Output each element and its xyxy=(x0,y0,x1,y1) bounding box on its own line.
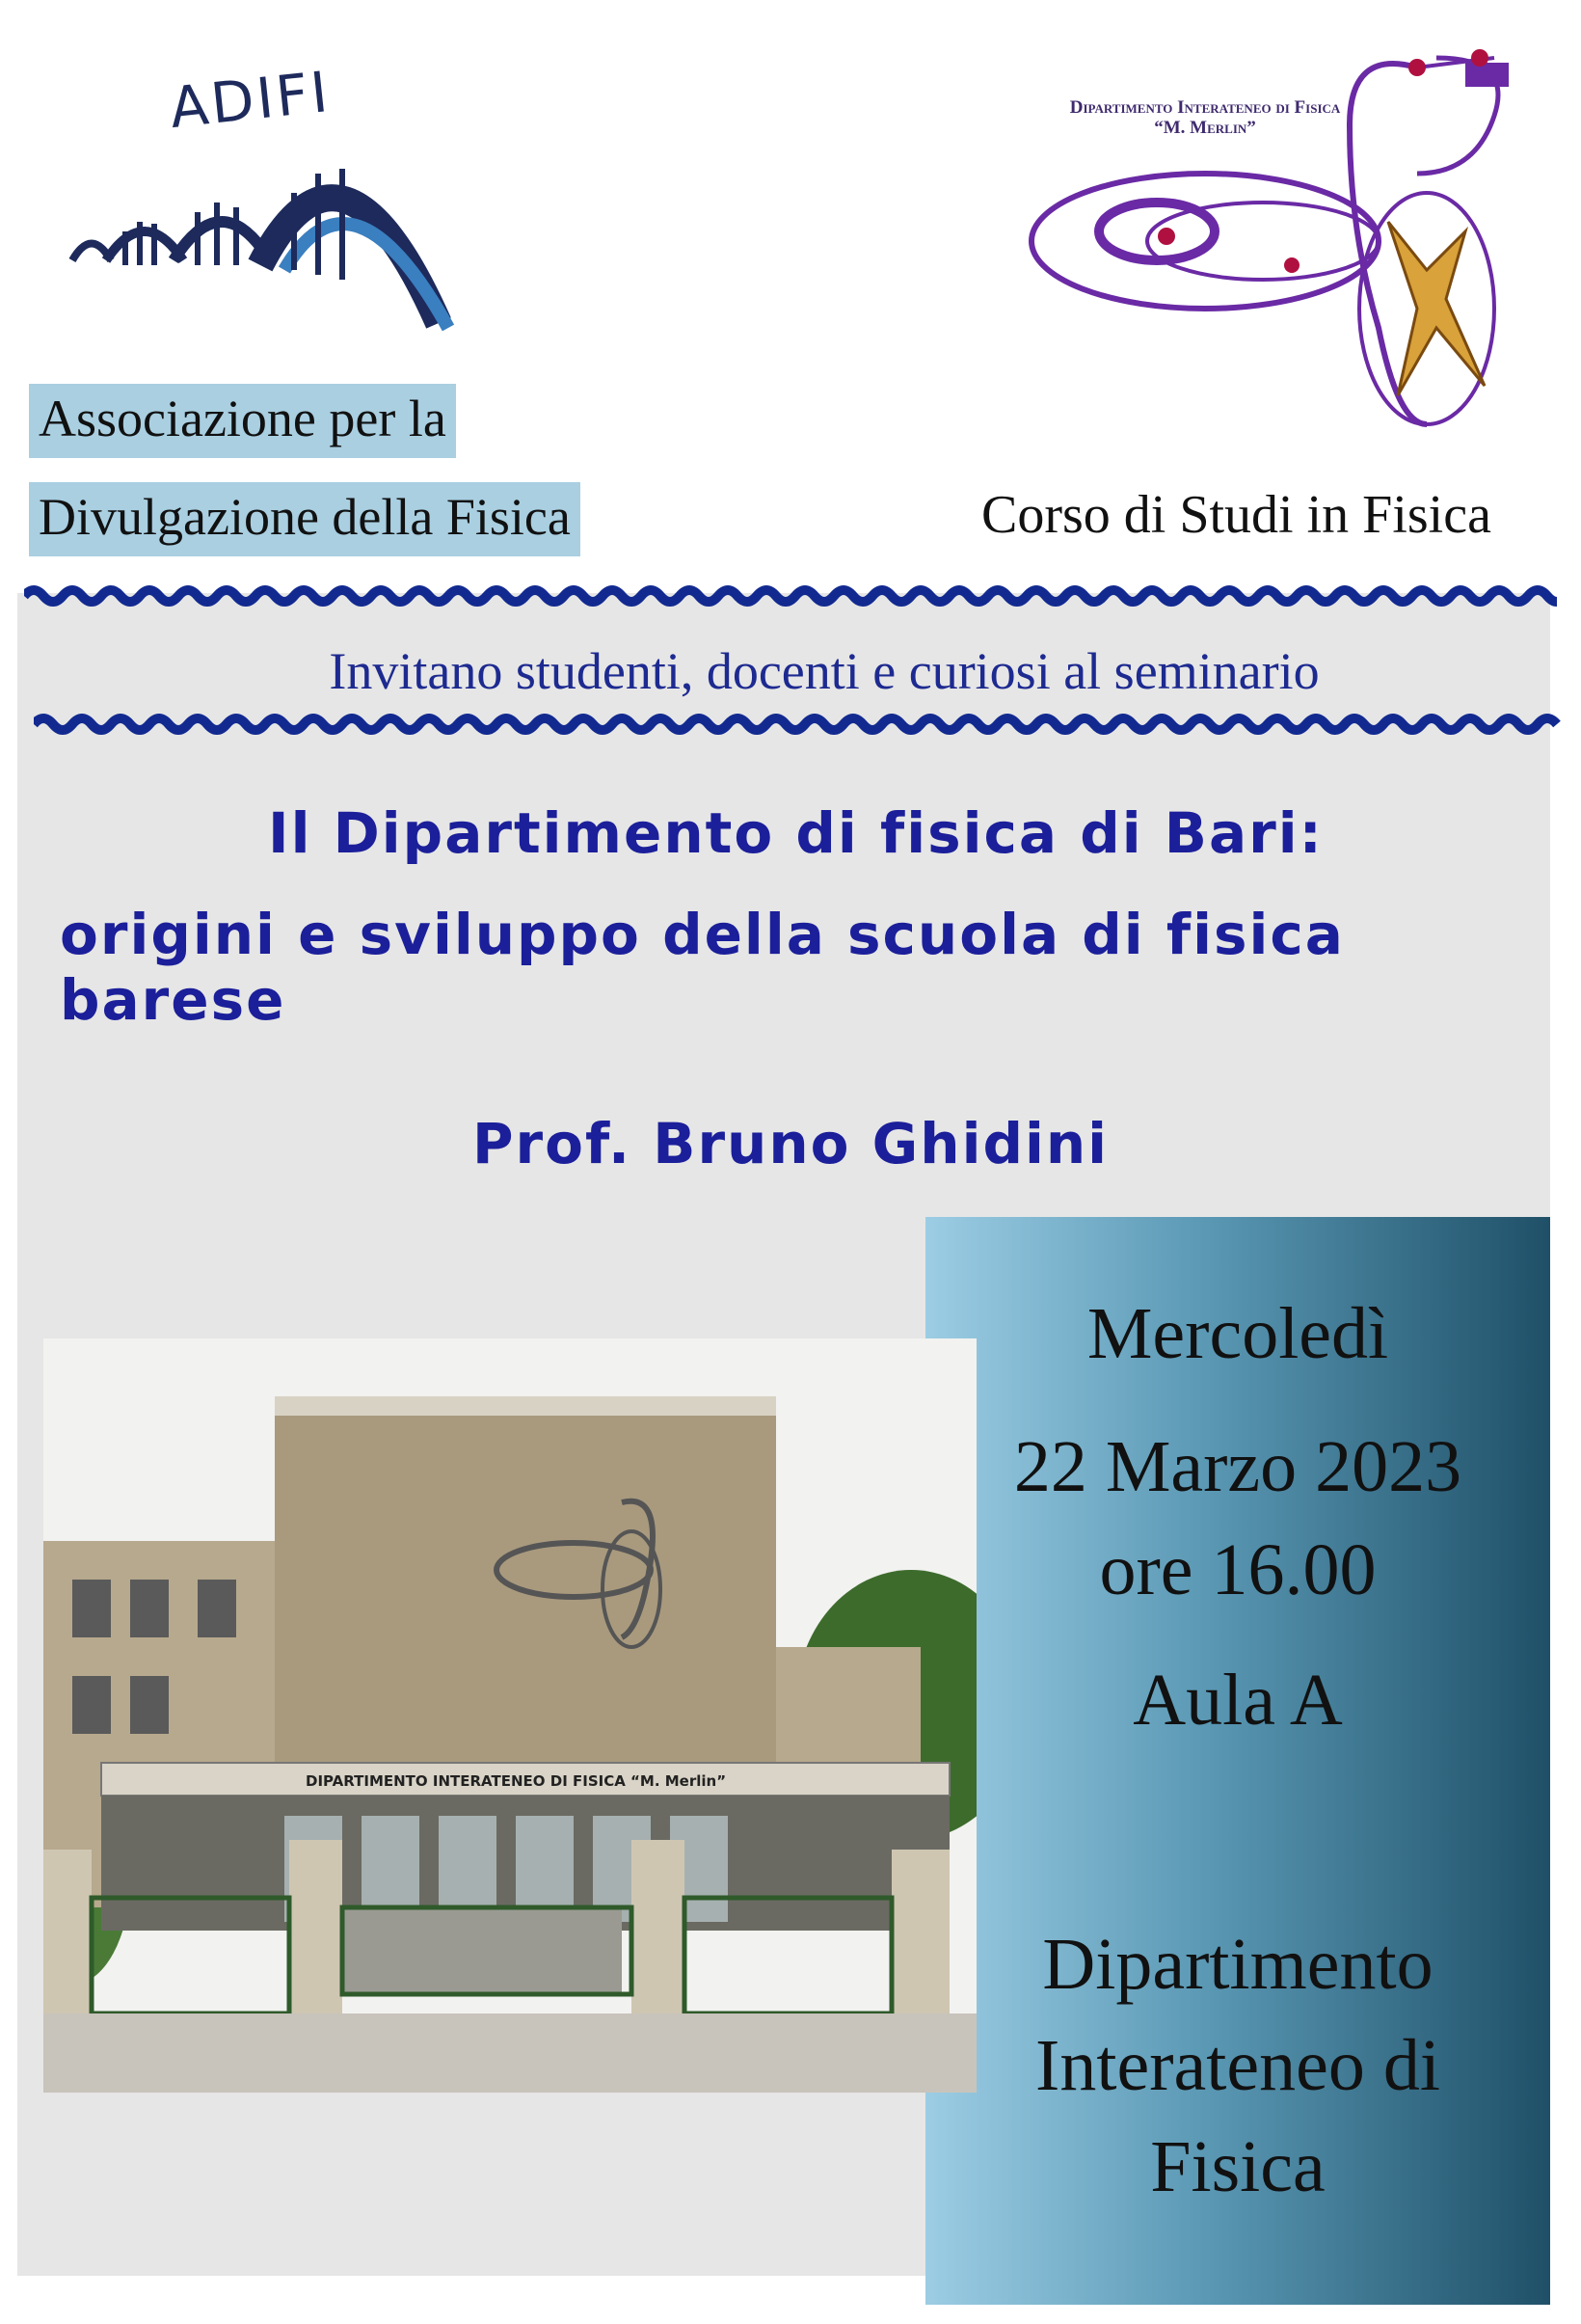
event-location xyxy=(925,1914,1550,2218)
association-line-1: Associazione per la xyxy=(29,384,456,458)
invitation-text: Invitano studenti, docenti e curiosi al seminario xyxy=(329,642,1320,700)
wavy-divider-bottom xyxy=(34,712,1567,737)
adifi-logo-text: ADIFI xyxy=(166,58,335,141)
event-location-line-3: Fisica xyxy=(1150,2125,1326,2207)
event-time: ore 16.00 xyxy=(1099,1529,1377,1610)
course-label: Corso di Studi in Fisica xyxy=(981,485,1491,545)
event-room: Aula A xyxy=(1133,1660,1343,1741)
building-photo xyxy=(43,1338,977,2093)
event-day: Mercoledì xyxy=(1086,1293,1389,1374)
building-sign: DIPARTIMENTO INTERATENEO DI FISICA “M. Merlin” xyxy=(306,1772,727,1790)
event-location-line-2: Interateneo di xyxy=(1035,2024,1440,2106)
event-location-line-1: Dipartimento xyxy=(1042,1924,1434,2005)
seminar-title-line-2: origini e sviluppo della scuola di fisica barese xyxy=(60,902,1345,1033)
department-logo-line-2: “M. Merlin” xyxy=(1154,117,1256,138)
wavy-divider-top xyxy=(24,583,1557,608)
event-date: 22 Marzo 2023 xyxy=(1013,1426,1462,1507)
seminar-title-line-1: Il Dipartimento di fisica di Bari: xyxy=(268,800,1324,866)
speaker-name: Prof. Bruno Ghidini xyxy=(472,1111,1110,1176)
department-logo-text xyxy=(1022,98,1388,139)
department-logo-line-1: Dipartimento Interateneo di Fisica xyxy=(1069,97,1341,118)
association-line-2: Divulgazione della Fisica xyxy=(29,482,580,556)
